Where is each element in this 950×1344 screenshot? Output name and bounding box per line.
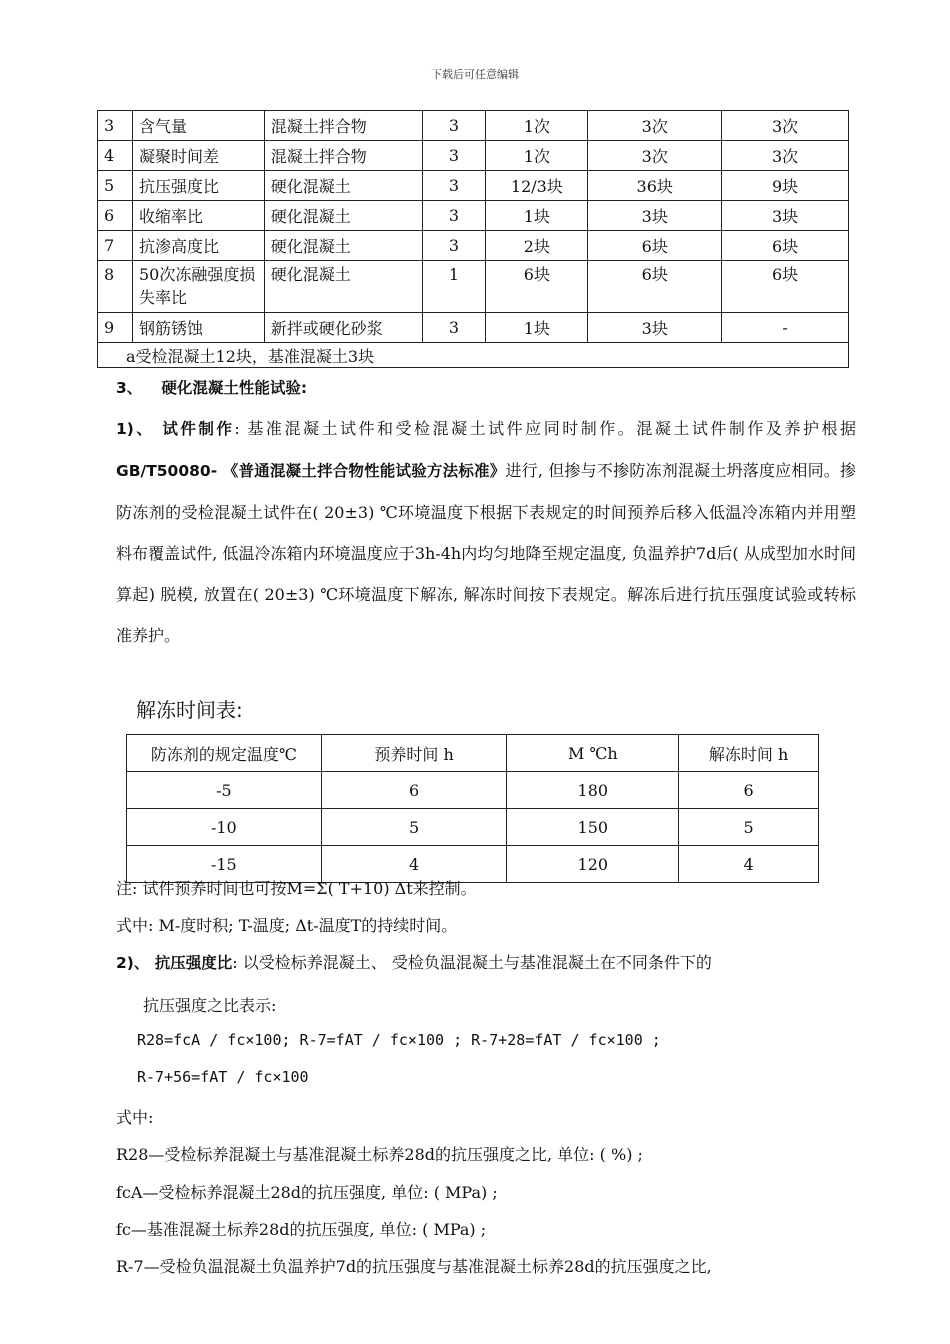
thaw-table-body [127, 772, 819, 883]
table-cell: 硬化混凝土 [264, 171, 422, 201]
header-temp: 防冻剂的规定温度℃ [127, 735, 322, 772]
definition-fca: fcA—受检标养混凝土28d的抗压强度, 单位: ( MPa) ; [116, 1183, 498, 1202]
table-cell: 1块 [486, 201, 588, 231]
section-number: 3、 [116, 379, 143, 397]
table-row [98, 141, 849, 171]
table-cell: 150 [507, 809, 679, 846]
table-cell: 收缩率比 [132, 201, 264, 231]
table-cell: 180 [507, 772, 679, 809]
table-cell: -15 [127, 846, 322, 883]
table-cell: 2块 [486, 231, 588, 261]
table-cell: 3次 [722, 111, 849, 141]
definition-r28: R28—受检标养混凝土与基准混凝土标养28d的抗压强度之比, 单位: ( %) ; [116, 1145, 643, 1164]
table-cell: 1 [422, 261, 486, 313]
item-1-paragraph [116, 408, 856, 656]
item-2-text-a: : 以受检标养混凝土、 受检负温混凝土与基准混凝土在不同条件下的 [232, 953, 712, 972]
header-precure: 预养时间 h [321, 735, 507, 772]
table-cell: 新拌或硬化砂浆 [264, 313, 422, 343]
table-cell: 8 [98, 261, 133, 313]
header-thaw: 解冻时间 h [679, 735, 819, 772]
table-cell: 3 [98, 111, 133, 141]
table-row [98, 261, 849, 313]
table-cell: -10 [127, 809, 322, 846]
table-cell: 3 [422, 313, 486, 343]
table-cell: 9块 [722, 171, 849, 201]
item-1-label: 1)、 试件制作 [116, 420, 235, 438]
table-cell: 钢筋锈蚀 [132, 313, 264, 343]
item-2-heading [116, 950, 856, 973]
table-row [98, 201, 849, 231]
table-cell: 4 [98, 141, 133, 171]
table-cell: 3块 [588, 201, 722, 231]
table-cell: 3 [422, 231, 486, 261]
table-cell: 含气量 [132, 111, 264, 141]
table-cell: 6 [321, 772, 507, 809]
table-row [98, 171, 849, 201]
table-cell: 3次 [588, 111, 722, 141]
item-1-text-b: 进行, 但掺与不掺防冻剂混凝土坍落度应相同。掺防冻剂的受检混凝土试件在( 20±3) ℃环境温度下根据下表规定的时间预养后移入低温冷冻箱内并用塑料布覆盖试件, 低温冷冻箱内环境温度应于3h-4h内均匀地降至规定温度, 负温养护7d后( 从成型加水时间算起) 脱模, 放置在( 20±3) ℃环境温度下解冻, 解冻时间按下表规定。解冻后进行抗压强度试验或转标准养护。 [116, 461, 856, 645]
table-cell: 6块 [588, 231, 722, 261]
test-items-body [98, 111, 849, 343]
thaw-table-header [127, 735, 819, 772]
header-m: M ℃h [507, 735, 679, 772]
table-cell: 6块 [722, 231, 849, 261]
section-3-heading [116, 376, 856, 398]
table-cell: 混凝土拌合物 [264, 141, 422, 171]
table-cell: 抗渗高度比 [132, 231, 264, 261]
table-row [127, 809, 819, 846]
item-2-label: 2)、 抗压强度比 [116, 954, 233, 972]
table-cell: 6 [679, 772, 819, 809]
table-cell: 1次 [486, 141, 588, 171]
table-note-row [98, 343, 849, 368]
section-title: 硬化混凝土性能试验: [161, 379, 308, 397]
table-cell: - [722, 313, 849, 343]
table-cell: 4 [321, 846, 507, 883]
table-cell: 9 [98, 313, 133, 343]
table-cell: 5 [98, 171, 133, 201]
page-header: 下载后可任意编辑 [431, 68, 519, 81]
thaw-time-table [126, 734, 819, 883]
definition-fc: fc—基准混凝土标养28d的抗压强度, 单位: ( MPa) ; [116, 1220, 487, 1239]
table-cell: 4 [679, 846, 819, 883]
table-cell: 50次冻融强度损失率比 [132, 261, 264, 313]
table-cell: 硬化混凝土 [264, 261, 422, 313]
table-cell: 3块 [588, 313, 722, 343]
table-cell: 3 [422, 141, 486, 171]
table-row [98, 111, 849, 141]
table-cell: 抗压强度比 [132, 171, 264, 201]
table-cell: 混凝土拌合物 [264, 111, 422, 141]
table-cell: 3次 [722, 141, 849, 171]
table-cell: 120 [507, 846, 679, 883]
table-cell: 凝聚时间差 [132, 141, 264, 171]
item-2-text-b: 抗压强度之比表示: [143, 996, 277, 1015]
table-cell: 5 [679, 809, 819, 846]
test-items-table [97, 110, 849, 368]
table-cell: 7 [98, 231, 133, 261]
note-1: 注: 试件预养时间也可按M=Σ( T+10) Δt来控制。 [116, 879, 477, 898]
definition-r-7: R-7—受检负温混凝土负温养护7d的抗压强度与基准混凝土标养28d的抗压强度之比, [116, 1257, 712, 1276]
table-cell: 1次 [486, 111, 588, 141]
table-cell: 5 [321, 809, 507, 846]
table-cell: 3块 [722, 201, 849, 231]
table-cell: 6 [98, 201, 133, 231]
table-row [127, 772, 819, 809]
table-cell: 3次 [588, 141, 722, 171]
table-cell: 6块 [486, 261, 588, 313]
table-cell: 1块 [486, 313, 588, 343]
table-cell: 3 [422, 111, 486, 141]
table-cell: 12/3块 [486, 171, 588, 201]
table-cell: 6块 [722, 261, 849, 313]
formula-line-2: R-7+56=fAT / fc×100 [137, 1068, 309, 1086]
note-2: 式中: M-度时积; T-温度; Δt-温度T的持续时间。 [116, 916, 458, 935]
item-1-standard: GB/T50080- 《普通混凝土拌合物性能试验方法标准》 [116, 462, 506, 480]
table-cell: -5 [127, 772, 322, 809]
table-row [98, 313, 849, 343]
table-cell: 硬化混凝土 [264, 231, 422, 261]
table-cell: 3 [422, 171, 486, 201]
table-cell: 36块 [588, 171, 722, 201]
table-cell: 6块 [588, 261, 722, 313]
thaw-table-title: 解冻时间表: [136, 698, 243, 722]
table-row [98, 231, 849, 261]
item-1-text-a: : 基准混凝土试件和受检混凝土试件应同时制作。混凝土试件制作及养护根据 [234, 419, 857, 438]
table-cell: 硬化混凝土 [264, 201, 422, 231]
where-label: 式中: [116, 1108, 154, 1127]
table-note: a受检混凝土12块，基准混凝土3块 [98, 343, 849, 368]
formula-line-1: R28=fcA / fc×100; R-7=fAT / fc×100 ; R-7+28=fAT / fc×100 ; [137, 1031, 661, 1049]
table-cell: 3 [422, 201, 486, 231]
